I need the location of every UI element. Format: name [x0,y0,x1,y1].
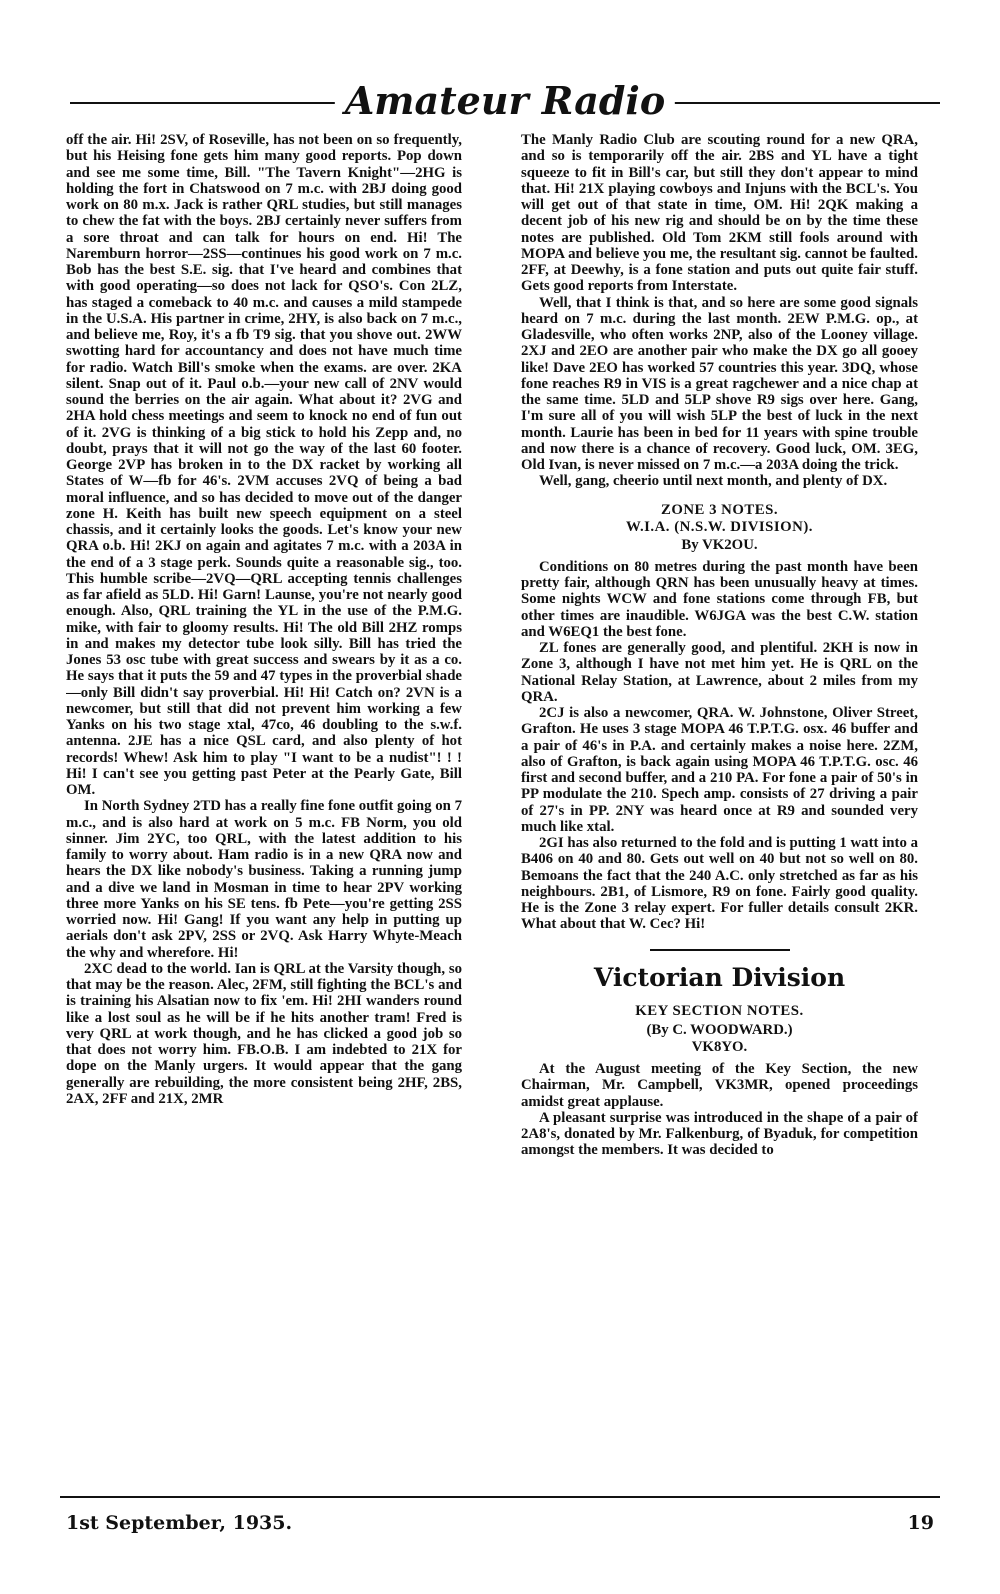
key-section-paragraph: A pleasant surprise was introduced in the shape of a pair of 2A8's, donated by Mr. Falkenburg, of Byaduk, for competition amongst the members. It was decided to [521,1109,918,1159]
footer-rule [60,1496,940,1498]
masthead-title: Amateur Radio [335,78,675,124]
article-paragraph: 2XC dead to the world. Ian is QRL at the Varsity though, so that may be the reason. Alec, 2FM, still fighting the BCL's and is training his Alsatian now to fix 'em. Hi! 2HI wanders round like a lost soul as he will be if he hits another tram! Fred is very QRL at work though, and he has clicked a good job so that does not worry him. FB.O.B. I am indebted to 21X for dope on the Manly urgers. It would appear that the gang generally are rebuilding, the more consistent being 2HF, 2BS, 2AX, 2FF and 21X, 2MR [66,960,462,1107]
article-paragraph: In North Sydney 2TD has a really fine fone outfit going on 7 m.c., and is also hard at work on 5 m.c. FB Norm, you old sinner. Jim 2YC, too QRL, with the latest addition to his family to worry about. Ham radio is in a new QRA now and hears the DX like nobody's business. Taking a running jump and a dive we land in Mosman in time to hear 2PV working three more Yanks on his SE tens. fb Pete—you're getting 2SS worried now. Hi! Gang! If you want any help in putting up aerials don't ask 2PV, 2SS or 2VQ. Ask Harry Whyte-Meach the why and wherefore. Hi! [66,798,462,961]
zone3-paragraph: 2CJ is also a newcomer, QRA. W. Johnstone, Oliver Street, Grafton. He uses 3 stage MOPA 46 T.P.T.G. osx. 46 buffer and a pair of 46's in P.A. and certainly makes a noise here. 2ZM, also of Grafton, is back again using MOPA 46 T.P.T.G. osc. 46 first and second buffer, and a 210 PA. For fone a pair of 50's in PP modulate the 210. Spech amp. consists of 27 driving a pair of 27's in PP. 2NY was heard once at R9 and sounded very much like xtal. [521,705,918,835]
article-paragraph: Well, gang, cheerio until next month, and plenty of DX. [539,473,888,490]
article-paragraph: The Manly Radio Club are scouting round for a new QRA, and so is temporarily off the air. 2BS and YL have a tight squeeze to fit in Bill's car, but still they don't appear to mind that. Hi! 21X playing cowboys and Injuns with the BCL's. You will get out of that state in time, OM. Hi! 2QK making a decent job of his new rig and should be on by the time these notes are published. Old Tom 2KM still fools around with MOPA and believe you me, the resultant sig. cannot be faulted. 2FF, at Deewhy, is a fone station and puts out quite fair stuff. Gets good reports from Interstate. [521,132,918,295]
zone3-paragraph: ZL fones are generally good, and plentiful. 2KH is now in Zone 3, although I have not met him yet. He is QRL on the National Relay Station, at Lawrence, about 2 miles from my QRA. [521,640,918,705]
zone3-paragraph: Conditions on 80 metres during the past month have been pretty fair, although QRN has been unusually heavy at times. Some nights WCW and fone stations come through FB, but other times are inaudible. W6JGA was the best C.W. station and W6EQ1 the best fone. [521,558,918,640]
zone3-heading: ZONE 3 NOTES. [660,501,779,518]
zone3-subheading: W.I.A. (N.S.W. DIVISION). [626,518,813,535]
key-section-paragraph: At the August meeting of the Key Section, the new Chairman, Mr. Campbell, VK3MR, opened proceedings amidst great applause. [521,1061,918,1110]
section-divider [650,949,790,951]
article-paragraph: Well, that I think is that, and so here are some good signals heard on 7 m.c. during the last month. 2EW P.M.G. op., at Gladesville, who often works 2NP, also of the Looney village. 2XJ and 2EO are another pair who make the DX go all gooey like! Dave 2EO has worked 57 countries this year. 3DQ, whose fone reaches R9 in VIS is a great ragchewer and a nice chap at the same time. 5LD and 5LP shove R9 sigs over here. Gang, I'm sure all of you will wish 5LP the best of luck in the next month. Laurie has been in bed for 11 years with spine trouble and now there is a chance of recovery. Good luck, OM. 3EG, Old Ivan, is never missed on 7 m.c.—a 203A doing the trick. [521,294,918,473]
masthead [70,78,940,128]
key-section-heading: KEY SECTION NOTES. [635,1002,804,1019]
victorian-division-title: Victorian Division [593,962,846,992]
zone3-byline: By VK2OU. [681,536,758,553]
right-column [521,132,918,1458]
article-paragraph: off the air. Hi! 2SV, of Roseville, has not been on so frequently, but his Heising fone gets him many good reports. Pop down and see me some time, Bill. "The Tavern Knight"—2HG is holding the fort in Chatswood on 7 m.c. with 2BJ doing good work on 80 m.x. Jack is rather QRL studies, but still manages to chew the fat with the boys. 2BJ certainly never suffers from a sore throat and can talk for hours on end. Hi! The Naremburn horror—2SS—continues his good work on 7 m.c. Bob has the best S.E. sig. that I've heard and combines that with good operating—so does not lack for QSO's. Con 2LZ, has staged a comeback to 40 m.c. and causes a mild stampede in the U.S.A. His partner in crime, 2HY, is also back on 7 m.c., and believe me, Roy, it's a fb T9 sig. that you shove out. 2WW swotting hard for accountancy and does not have much time for radio. Watch Bill's smoke when the exams. are over. 2KA silent. Snap out of it. Paul o.b.—your new call of 2NV would sound the berries on the air again. What about it? 2VG and 2HA hold chess meetings and seem to knock no end of fun out of it. 2VG is thinking of a big stick to hold his Zepp and, no doubt, prays that it will not go the way of the last 60 footer. George 2VP has broken in to the DX racket by working all States of W—fb for 46's. 2VM accuses 2VQ of being a bad moral influence, and so has decided to move out of the danger zone H. Keith has built new speech equipment on a steel chassis, and it certainly looks the goods. Let's know your new QRA o.b. Hi! 2KJ on again and agitates 7 m.c. with a 203A in the end of a 3 stage perk. Sounds quite a reasonable sig., too. This humble scribe—2VQ—QRL accepting tennis challenges as far afield as 5LD. Hi! Garn! Launse, you're not nearly good enough. Also, QRL training the YL in the use of the P.M.G. mike, with fair to gloomy results. Hi! The old Bill 2HZ romps in and makes my detector tube look silly. Bill has tried the Jones 53 osc tube with great success and swears by it as a co. He says that it puts the 59 and 47 types in the proverbial shade—only Bill didn't say proverbial. Hi! Hi! Catch on? 2VN is a newcomer, but still that did not prevent him working a few Yanks on his two stage xtal, 47co, 46 doubling to the s.w.f. antenna. 2JE has a nice QSL card, and also plenty of hot records! Whew! Ask him to play "I want to be a nudist"! ! ! Hi! I can't see you getting past Peter at the Pearly Gate, Bill OM. [66,132,462,798]
zone3-paragraph: 2GI has also returned to the fold and is putting 1 watt into a B406 on 40 and 80. Gets out well on 40 but not so well on 80. Bemoans the fact that the 240 A.C. only stretched as far as his neighbours. 2B1, of Lismore, R9 on fone. Fairly good quality. He is the Zone 3 relay expert. For fuller details consult 2KR. What about that W. Cec? Hi! [521,835,918,933]
key-section-callsign: VK8YO. [691,1038,748,1055]
left-column [66,132,462,1458]
page-number: 19 [907,1512,934,1534]
key-section-byline: (By C. WOODWARD.) [646,1021,793,1038]
footer-date: 1st September, 1935. [66,1512,293,1534]
